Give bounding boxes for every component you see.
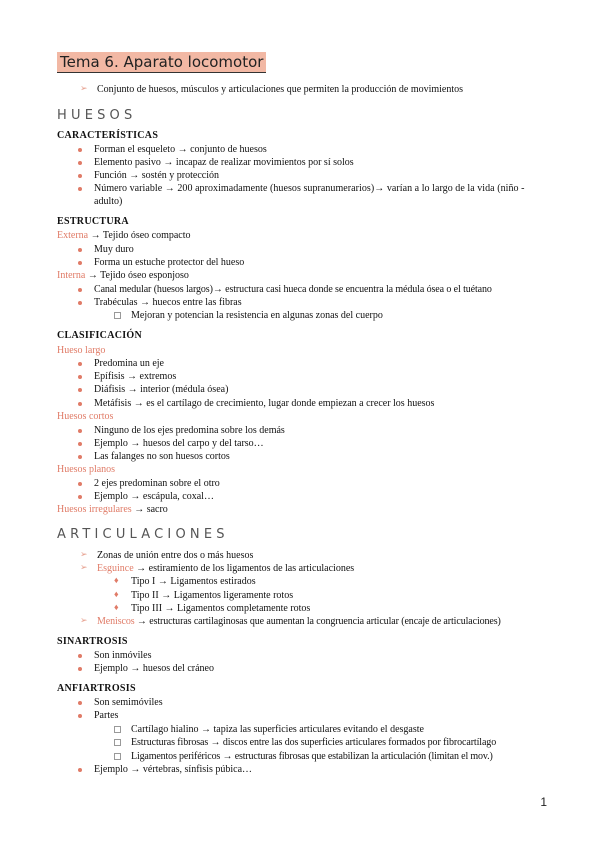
- list-item-meniscos: [97, 615, 501, 628]
- list-subitem: Cartílago hialino → tapiza las superficies articulares evitando el desgaste: [131, 724, 424, 735]
- list-item: Epífisis → extremos: [94, 371, 177, 382]
- bullet-icon: [78, 388, 82, 392]
- list-subitem: Tipo III → Ligamentos completamente rotos: [131, 603, 311, 614]
- list-item: Muy duro: [94, 244, 134, 255]
- bullet-icon: [78, 429, 82, 433]
- bullet-icon: [78, 654, 82, 658]
- list-item: Número variable → 200 aproximadamente (huesos supranumerarios)→ varían a lo largo de la vida (niño -: [94, 183, 525, 194]
- subheading-anfiartrosis: ANFIARTROSIS: [57, 683, 136, 694]
- list-item: Son inmóviles: [94, 650, 152, 661]
- bullet-icon: [78, 301, 82, 305]
- label-huesos-planos: Huesos planos: [57, 464, 116, 475]
- bullet-icon: [78, 362, 82, 366]
- subheading-clasificacion: CLASIFICACIÓN: [57, 330, 143, 341]
- bullet-icon: [78, 288, 82, 292]
- list-subitem: Estructuras fibrosas → discos entre las dos superficies articulares formados por fibrocartílago: [131, 737, 497, 748]
- bullet-icon: [78, 495, 82, 499]
- list-subitem: Tipo II → Ligamentos ligeramente rotos: [131, 590, 294, 601]
- label-interna: Interna: [57, 270, 86, 281]
- square-bullet-icon: [114, 739, 121, 746]
- list-item: Diáfisis → interior (médula ósea): [94, 384, 229, 395]
- list-subitem: Mejoran y potencian la resistencia en algunas zonas del cuerpo: [131, 310, 383, 321]
- subheading-sinartrosis: SINARTROSIS: [57, 636, 128, 647]
- bullet-icon: [78, 768, 82, 772]
- bullet-icon: [78, 248, 82, 252]
- bullet-icon: [78, 187, 82, 191]
- list-item: Función → sostén y protección: [94, 170, 219, 181]
- bullet-icon: [78, 701, 82, 705]
- irregulares-text: → sacro: [131, 504, 168, 515]
- diamond-bullet-icon: ♦: [114, 575, 119, 585]
- page-title: Tema 6. Aparato locomotor: [57, 52, 266, 73]
- intro-text: Conjunto de huesos, músculos y articulaciones que permiten la producción de movimientos: [97, 84, 464, 95]
- bullet-icon: [78, 482, 82, 486]
- interna-text: → Tejido óseo esponjoso: [85, 270, 189, 281]
- section-heading-huesos: HUESOS: [57, 108, 137, 123]
- estructura-externa: [57, 229, 191, 242]
- page-number: 1: [540, 795, 547, 809]
- list-item: Ejemplo → vértebras, sínfisis púbica…: [94, 764, 253, 775]
- list-item: Ejemplo → huesos del cráneo: [94, 663, 214, 674]
- square-bullet-icon: [114, 726, 121, 733]
- list-item: Ninguno de los ejes predomina sobre los demás: [94, 425, 285, 436]
- bullet-icon: [78, 442, 82, 446]
- arrow-bullet-icon: ➢: [80, 549, 88, 559]
- arrow-bullet-icon: ➢: [80, 615, 88, 625]
- bullet-icon: [78, 174, 82, 178]
- list-item: Canal medular (huesos largos)→ estructura casi hueca donde se encuentra la médula ósea o el tuétano: [94, 284, 492, 295]
- bullet-icon: [78, 714, 82, 718]
- meniscos-text: → estructuras cartilaginosas que aumentan la congruencia articular (encaje de articulaciones): [134, 616, 501, 627]
- subheading-estructura: ESTRUCTURA: [57, 216, 129, 227]
- esguince-text: → estiramiento de los ligamentos de las articulaciones: [133, 563, 355, 574]
- list-item-continuation: adulto): [94, 196, 123, 207]
- huesos-irregulares: [57, 503, 168, 516]
- list-item: Forma un estuche protector del hueso: [94, 257, 245, 268]
- square-bullet-icon: [114, 753, 121, 760]
- list-item: 2 ejes predominan sobre el otro: [94, 478, 220, 489]
- list-item-esguince: [97, 562, 354, 575]
- label-externa: Externa: [57, 230, 89, 241]
- list-item: Metáfisis → es el cartílago de crecimiento, lugar donde empiezan a crecer los huesos: [94, 398, 435, 409]
- bullet-icon: [78, 402, 82, 406]
- list-item: Predomina un eje: [94, 358, 164, 369]
- bullet-icon: [78, 161, 82, 165]
- bullet-icon: [78, 455, 82, 459]
- list-item: Partes: [94, 710, 119, 721]
- list-item: Ejemplo → escápula, coxal…: [94, 491, 214, 502]
- label-esguince: Esguince: [97, 563, 134, 574]
- bullet-icon: [78, 148, 82, 152]
- diamond-bullet-icon: ♦: [114, 602, 119, 612]
- list-item: Elemento pasivo → incapaz de realizar movimientos por sí solos: [94, 157, 354, 168]
- section-heading-articulaciones: ARTICULACIONES: [57, 527, 229, 542]
- bullet-icon: [78, 667, 82, 671]
- label-hueso-largo: Hueso largo: [57, 345, 106, 356]
- bullet-icon: [78, 375, 82, 379]
- bullet-icon: [78, 261, 82, 265]
- list-item: Forman el esqueleto → conjunto de huesos: [94, 144, 267, 155]
- square-bullet-icon: [114, 312, 121, 319]
- subheading-caracteristicas: CARACTERÍSTICAS: [57, 130, 159, 141]
- label-meniscos: Meniscos: [97, 616, 135, 627]
- list-item: Las falanges no son huesos cortos: [94, 451, 230, 462]
- label-huesos-cortos: Huesos cortos: [57, 411, 114, 422]
- list-subitem: Ligamentos periféricos → estructuras fibrosas que estabilizan la articulación (limitan el mov.): [131, 751, 493, 762]
- list-item: Ejemplo → huesos del carpo y del tarso…: [94, 438, 264, 449]
- estructura-interna: [57, 269, 189, 282]
- arrow-bullet-icon: ➢: [80, 83, 88, 93]
- arrow-bullet-icon: ➢: [80, 562, 88, 572]
- list-item: Zonas de unión entre dos o más huesos: [97, 550, 254, 561]
- diamond-bullet-icon: ♦: [114, 589, 119, 599]
- list-item: Trabéculas → huecos entre las fibras: [94, 297, 242, 308]
- list-subitem: Tipo I → Ligamentos estirados: [131, 576, 256, 587]
- externa-text: → Tejido óseo compacto: [88, 230, 191, 241]
- label-huesos-irregulares: Huesos irregulares: [57, 504, 132, 515]
- list-item: Son semimóviles: [94, 697, 163, 708]
